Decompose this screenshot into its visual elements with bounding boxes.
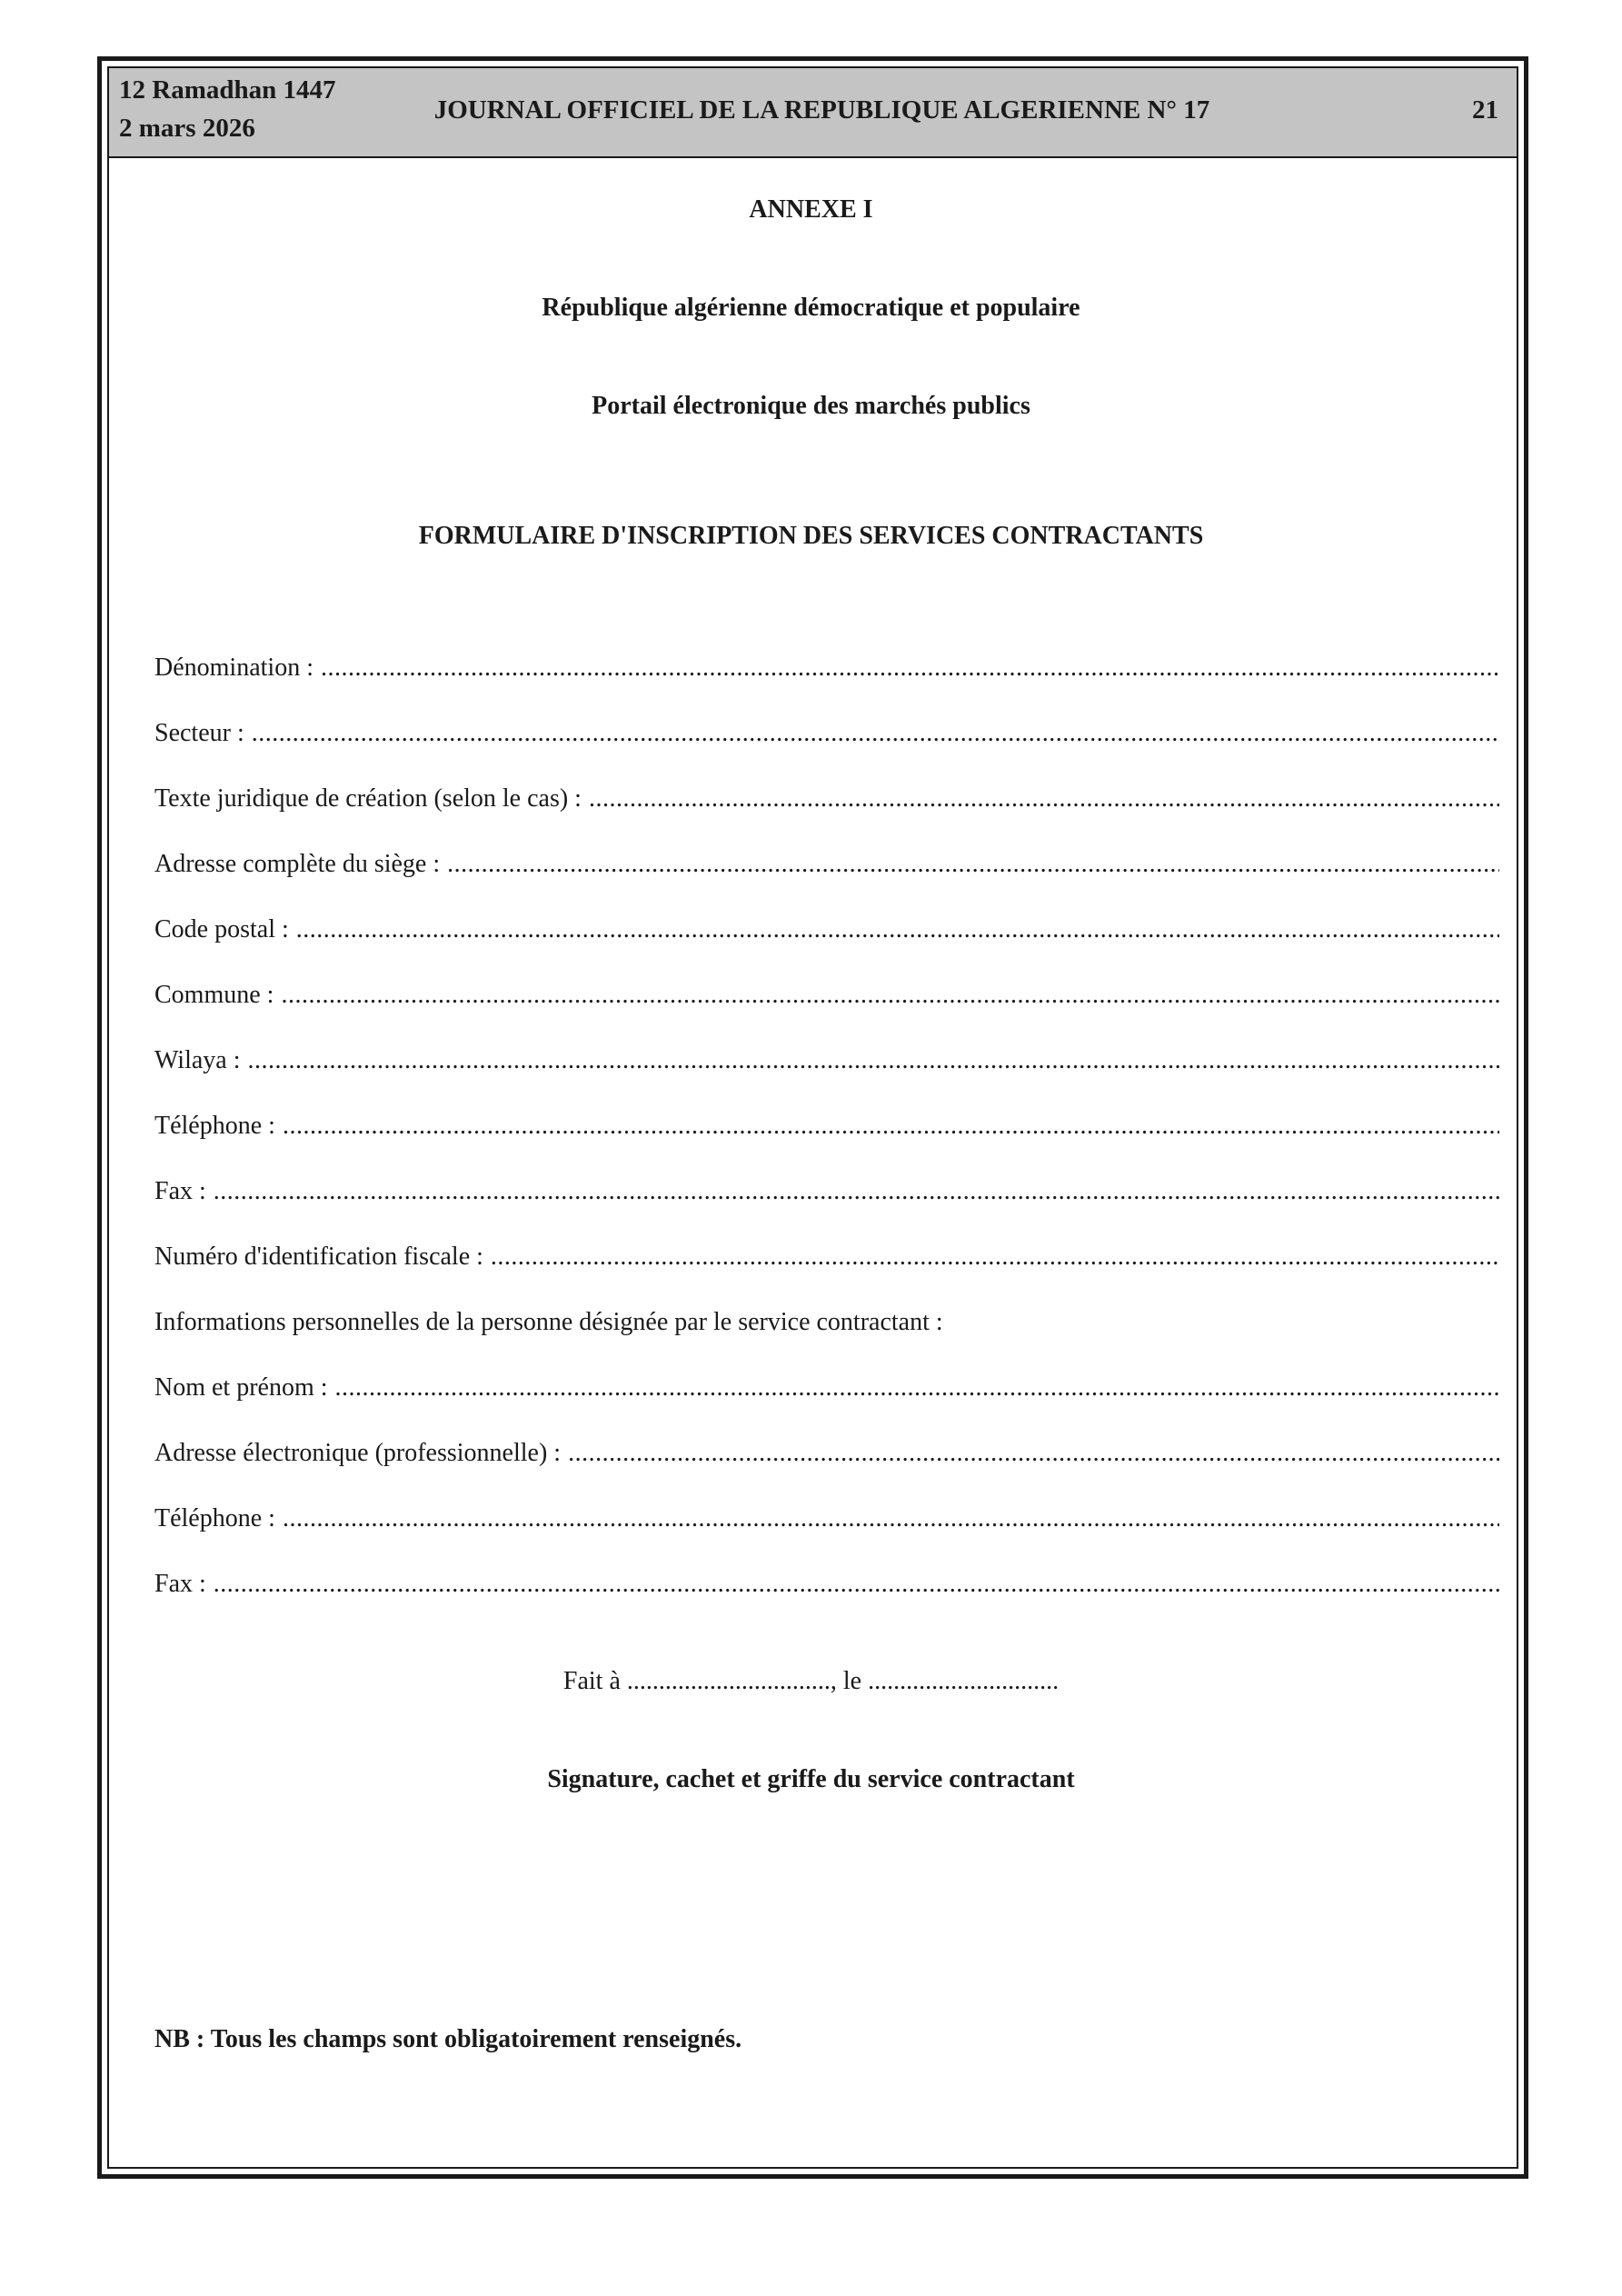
annex-title: ANNEXE I [749,195,873,224]
field-fax [154,1177,1499,1206]
fait-a-line: Fait à ................................, le .............................. [562,1667,1060,1695]
form-title: FORMULAIRE D'INSCRIPTION DES SERVICES CONTRACTANTS [418,522,1204,550]
fill-in-dots [568,1439,1499,1468]
field-label: Nom et prénom : [154,1373,328,1402]
fill-in-dots [321,654,1499,683]
fill-in-dots [214,1570,1499,1599]
field-label: Commune : [154,981,274,1009]
field-texte-juridique [154,784,1499,814]
field-label: Téléphone : [154,1112,275,1140]
portal-heading: Portail électronique des marchés publics [592,392,1030,420]
field-label: Wilaya : [154,1046,241,1074]
header-page-number: 21 [1472,95,1498,125]
nb-note: NB : Tous les champs sont obligatoirement renseignés. [154,2025,742,2053]
field-label: Fax : [154,1570,206,1598]
field-denomination [154,654,1499,683]
journal-header [109,68,1517,158]
fill-in-dots [589,784,1499,814]
header-date-gregorian: 2 mars 2026 [119,114,255,143]
field-label: Téléphone : [154,1504,275,1532]
field-secteur [154,719,1499,748]
fill-in-dots [283,1504,1499,1533]
personal-section-heading: Informations personnelles de la personne désignée par le service contractant : [154,1308,943,1336]
header-journal-title: JOURNAL OFFICIEL DE LA REPUBLIQUE ALGERIENNE N° 17 [433,95,1210,125]
field-label: Secteur : [154,719,244,747]
field-label: Dénomination : [154,654,313,682]
fill-in-dots [283,1112,1499,1141]
field-adresse-electronique [154,1439,1499,1468]
field-code-postal [154,915,1499,944]
field-label: Adresse complète du siège : [154,850,441,878]
field-wilaya [154,1046,1499,1075]
fill-in-dots [491,1243,1499,1272]
field-label: Code postal : [154,915,289,943]
fill-in-dots [447,850,1499,879]
field-label: Fax : [154,1177,206,1205]
fill-in-dots [296,915,1499,944]
field-label: Adresse électronique (professionnelle) : [154,1439,562,1467]
field-telephone-personne [154,1504,1499,1533]
field-nom-prenom [154,1373,1499,1403]
field-nif [154,1243,1499,1272]
header-date-hijri: 12 Ramadhan 1447 [119,75,336,105]
field-commune [154,981,1499,1010]
field-label: Texte juridique de création (selon le cas) : [154,784,582,813]
fill-in-dots [214,1177,1499,1206]
fill-in-dots [335,1373,1499,1403]
republic-heading: République algérienne démocratique et populaire [542,294,1080,322]
field-label: Numéro d'identification fiscale : [154,1243,483,1271]
signature-line: Signature, cachet et griffe du service contractant [547,1765,1075,1793]
field-telephone [154,1112,1499,1141]
fill-in-dots [252,719,1499,748]
field-fax-personne [154,1570,1499,1599]
field-adresse-siege [154,850,1499,879]
fill-in-dots [281,981,1499,1010]
fill-in-dots [248,1046,1500,1075]
